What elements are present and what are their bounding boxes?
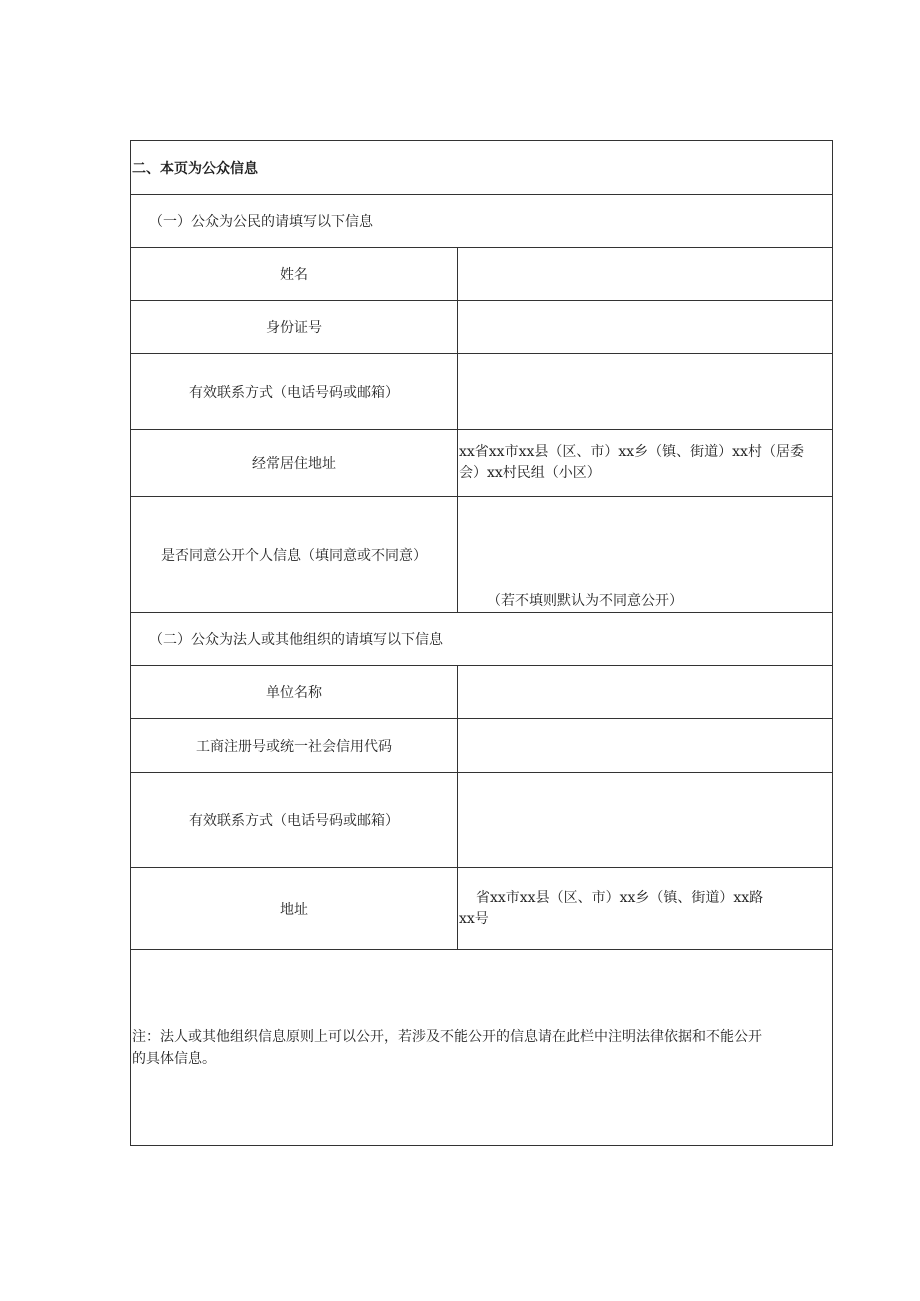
citizen-heading: （一）公众为公民的请填写以下信息 [131, 195, 833, 248]
citizen-consent-hint: （若不填则默认为不同意公开） [487, 593, 683, 609]
citizen-contact-field[interactable] [458, 354, 833, 430]
org-unit-label: 单位名称 [131, 666, 458, 719]
org-address-label: 地址 [131, 868, 458, 950]
citizen-id-label: 身份证号 [131, 301, 458, 354]
citizen-contact-row [131, 354, 833, 430]
org-reg-field[interactable] [458, 719, 833, 773]
org-heading: （二）公众为法人或其他组织的请填写以下信息 [131, 613, 833, 666]
citizen-name-row [131, 248, 833, 301]
citizen-name-label: 姓名 [131, 248, 458, 301]
citizen-address-line1: xx省xx市xx县（区、市）xx乡（镇、街道）xx村（居委 [459, 444, 804, 460]
public-info-form [130, 140, 833, 1146]
section-title: 二、本页为公众信息 [131, 141, 833, 195]
note-line1: 注：法人或其他组织信息原则上可以公开，若涉及不能公开的信息请在此栏中注明法律依据和不能公开 [132, 1028, 762, 1045]
org-contact-row [131, 773, 833, 868]
org-address-line2: xx号 [459, 910, 489, 927]
citizen-consent-field[interactable] [458, 497, 833, 613]
org-unit-field[interactable] [458, 666, 833, 719]
citizen-name-field[interactable] [458, 248, 833, 301]
citizen-heading-row [131, 195, 833, 248]
citizen-id-row [131, 301, 833, 354]
citizen-address-line2: 会）xx村民组（小区） [459, 465, 601, 481]
org-contact-field[interactable] [458, 773, 833, 868]
section-title-row [131, 141, 833, 195]
citizen-address-row [131, 430, 833, 497]
org-address-row [131, 868, 833, 950]
citizen-consent-row [131, 497, 833, 613]
org-unit-row [131, 666, 833, 719]
citizen-address-label: 经常居住地址 [131, 430, 458, 497]
org-address-line1: 省xx市xx县（区、市）xx乡（镇、街道）xx路 [476, 889, 764, 906]
org-heading-row [131, 613, 833, 666]
note-row [131, 950, 833, 1146]
org-address-field[interactable] [458, 868, 833, 950]
note-line2: 的具体信息。 [132, 1050, 216, 1067]
org-contact-label: 有效联系方式（电话号码或邮箱） [131, 773, 458, 868]
citizen-id-field[interactable] [458, 301, 833, 354]
org-reg-row [131, 719, 833, 773]
org-reg-label: 工商注册号或统一社会信用代码 [131, 719, 458, 773]
note-cell[interactable] [131, 950, 833, 1146]
citizen-consent-label: 是否同意公开个人信息（填同意或不同意） [131, 497, 458, 613]
citizen-address-field[interactable] [458, 430, 833, 497]
citizen-contact-label: 有效联系方式（电话号码或邮箱） [131, 354, 458, 430]
